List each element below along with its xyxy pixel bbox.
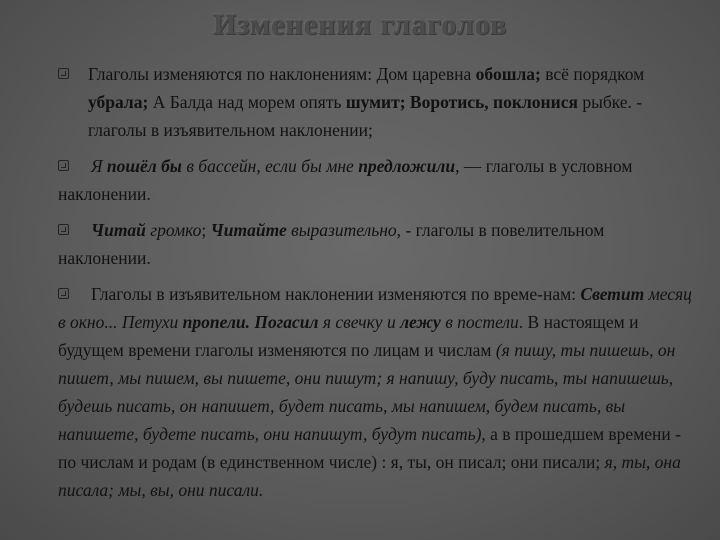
text-segment: обошла; (475, 64, 541, 84)
checkbox-bullet-icon (58, 224, 69, 235)
item-text (58, 216, 698, 272)
text-segment: Глаголы изменяются по наклонениям: Дом царевна (88, 64, 476, 84)
text-segment: я, ты, она писала; мы, вы, они писали. (58, 452, 681, 500)
list-item-2 (58, 152, 698, 208)
text-segment: (я пишу, ты пишешь, он пишет, мы пишем, вы пишете, они пишут; я напишу, буду писать, ты напишешь, будешь писать, он напишет, будет писать, мы напишем, будем писать, вы напишете, будете писать, они напишут, будут писать) (58, 340, 676, 444)
text-segment: я свечку и (318, 312, 401, 332)
text-segment: , — глаголы в условном наклонении. (58, 156, 633, 204)
text-segment: Читайте (210, 220, 287, 240)
text-segment: пошёл бы (106, 156, 182, 176)
text-segment: громко (145, 220, 202, 240)
slide-content (58, 60, 698, 504)
text-segment: шумит; Воротись, поклонися (345, 92, 578, 112)
text-segment: , а в прошедшем времени - по числам и родам (в единственном числе) : я, ты, он писал; они писали; (58, 424, 681, 472)
checkbox-bullet-icon (58, 288, 69, 299)
text-segment: в постели (440, 312, 519, 332)
text-segment: Светит (580, 284, 645, 304)
text-segment: выразительно (286, 220, 397, 240)
checkbox-bullet-icon (58, 160, 69, 171)
checkbox-bullet-icon (58, 68, 69, 79)
list-item-1 (58, 60, 698, 144)
text-segment: месяц в окно... Петухи (58, 284, 692, 332)
text-segment: Я (91, 156, 107, 176)
text-segment: пропели. Погасил (182, 312, 319, 332)
text-segment: Глаголы в изъявительном наклонении изменяются по време-нам: (91, 284, 581, 304)
text-segment: в бассейн, если бы мне (181, 156, 359, 176)
text-segment: всё порядком (540, 64, 645, 84)
text-segment: убрала; (88, 92, 149, 112)
text-segment: , - глаголы в повелительном наклонении. (58, 220, 605, 268)
text-segment: ; (201, 220, 211, 240)
text-segment: лежу (400, 312, 441, 332)
item-text (58, 60, 698, 144)
text-segment: рыбке. - глаголы в изъявительном наклонении; (88, 92, 643, 140)
text-segment: предложили (358, 156, 456, 176)
item-text (58, 152, 698, 208)
slide-title: Изменения глаголов (212, 8, 508, 41)
text-segment: А Балда над морем опять (148, 92, 346, 112)
list-item-3 (58, 216, 698, 272)
text-segment: Читай (91, 220, 146, 240)
text-segment: . В настоящем и будущем времени глаголы изменяются по лицам и числам (58, 312, 639, 360)
item-text (58, 280, 698, 504)
list-item-4 (58, 280, 698, 504)
